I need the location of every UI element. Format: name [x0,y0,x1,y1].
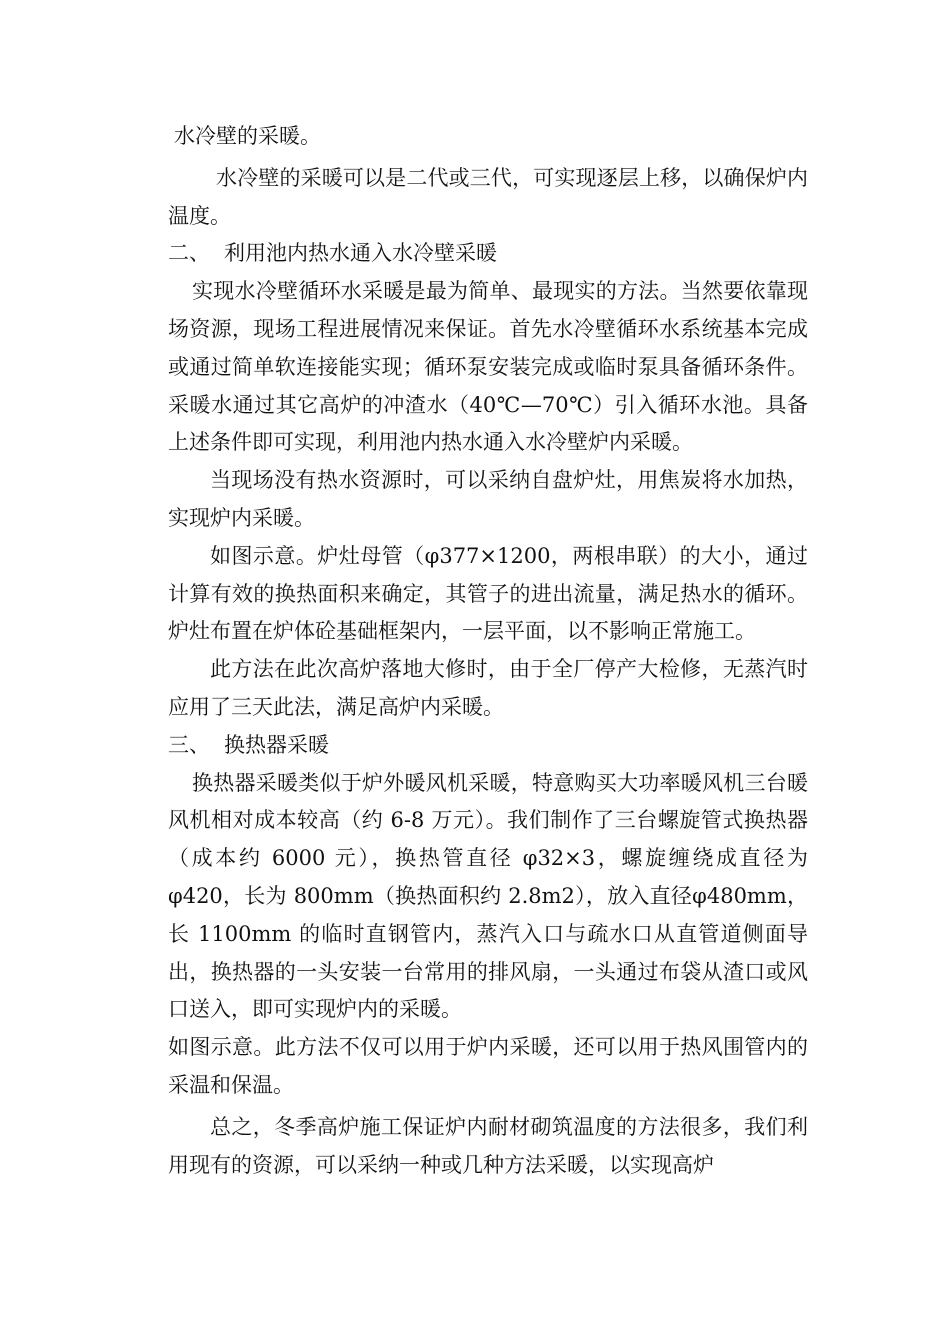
paragraph-no-hot-water: 当现场没有热水资源时，可以采纳自盘炉灶，用焦炭将水加热，实现炉内采暖。 [168,468,808,530]
section-title: 利用池内热水通入水冷壁采暖 [224,241,497,266]
section-number: 二、 [168,241,210,266]
paragraph-generations: 水冷壁的采暖可以是二代或三代，可实现逐层上移，以确保炉内温度。 [168,165,808,228]
paragraph-circulating-water: 实现水冷壁循环水采暖是最为简单、最现实的方法。当然要依靠现场资源，现场工程进展情况来保证。首先水冷壁循环水系统基本完成或通过简单软连接能实现；循环泵安装完成或临时泵具备循环条件。采暖水通过其它高炉的冲渣水（40℃—70℃）引入循环水池。具备上述条件即可实现，利用池内热水通入水冷壁炉内采暖。 [168,279,808,455]
document-body [168,118,808,1184]
paragraph-overhaul-usage: 此方法在此次高炉落地大修时，由于全厂停产大检修，无蒸汽时应用了三天此法，满足高炉内采暖。 [168,657,808,719]
paragraph-water-wall-heating-end: 水冷壁的采暖。 [174,124,321,148]
section-number: 三、 [168,732,210,757]
section-title: 换热器采暖 [224,732,329,757]
paragraph-stove-pipe: 如图示意。炉灶母管（φ377×1200，两根串联）的大小，通过计算有效的换热面积来确定，其管子的进出流量，满足热水的循环。炉灶布置在炉体砼基础框架内，一层平面，以不影响正常施工。 [168,543,808,644]
paragraph-heat-exchanger: 换热器采暖类似于炉外暖风机采暖，特意购买大功率暖风机三台暖风机相对成本较高（约 6-8 万元）。我们制作了三台螺旋管式换热器（成本约 6000 元），换热管直径 φ32×3，螺旋缠绕成直径为 φ420，长为 800mm（换热面积约 2.8m2），放入直径φ480mm，长 1100mm 的临时直钢管内，蒸汽入口与疏水口从直管道侧面导出，换热器的一头安装一台常用的排风扇，一头通过布袋从渣口或风口送入，即可实现炉内的采暖。 [168,770,808,1022]
section-heading-2 [168,235,808,273]
section-heading-3 [168,727,808,765]
paragraph-summary: 总之，冬季高炉施工保证炉内耐材砌筑温度的方法很多，我们利用现有的资源，可以采纳一种或几种方法采暖，以实现高炉 [168,1114,808,1177]
paragraph-exchanger-usage: 如图示意。此方法不仅可以用于炉内采暖，还可以用于热风围管内的采温和保温。 [168,1035,808,1097]
